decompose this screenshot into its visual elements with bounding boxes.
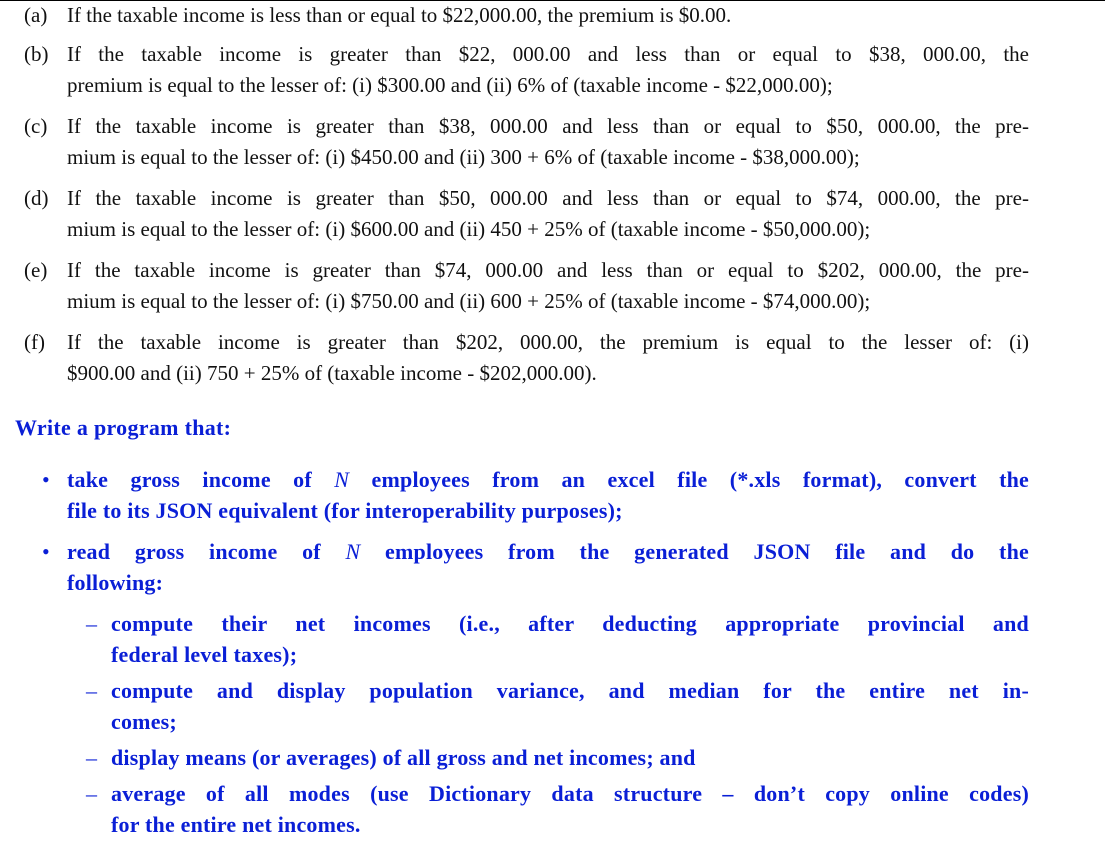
condition-label: (d) xyxy=(24,186,49,210)
sub-line: display means (or averages) of all gross and net incomes; and xyxy=(111,745,696,770)
sub-text xyxy=(111,742,1029,773)
sub-line: compute their net incomes (i.e., after deducting appropriate provincial and xyxy=(111,611,1029,636)
condition-label: (f) xyxy=(24,330,45,354)
condition-line: If the taxable income is greater than $202, 000.00, the premium is equal to the lesser of: (i) xyxy=(67,330,1029,354)
sub-line: federal level taxes); xyxy=(111,642,298,667)
bullet-line xyxy=(67,536,1029,567)
condition-text xyxy=(67,0,1029,31)
condition-line: If the taxable income is less than or equal to $22,000.00, the premium is $0.00. xyxy=(67,3,732,27)
condition-line: mium is equal to the lesser of: (i) $600.00 and (ii) 450 + 25% of (taxable income - $50,000.00); xyxy=(67,217,871,241)
condition-label: (b) xyxy=(24,42,49,66)
sub-line: for the entire net incomes. xyxy=(111,812,361,837)
dash-mark: – xyxy=(86,781,97,806)
bullet-text xyxy=(67,536,1029,598)
sub-text xyxy=(111,778,1029,840)
bullet-line-part: employees from an excel file (*.xls format), convert the xyxy=(349,467,1029,492)
bullet-line: following: xyxy=(67,570,164,595)
condition-label: (e) xyxy=(24,258,48,282)
condition-line: If the taxable income is greater than $38, 000.00 and less than or equal to $50, 000.00, the pre- xyxy=(67,114,1029,138)
condition-label: (a) xyxy=(24,3,48,27)
condition-label: (c) xyxy=(24,114,48,138)
condition-line: If the taxable income is greater than $74, 000.00 and less than or equal to $202, 000.00, the pre- xyxy=(67,258,1029,282)
bullet-line-part: employees from the generated JSON file and do the xyxy=(360,539,1029,564)
bullet-mark: • xyxy=(42,539,50,564)
sub-line: comes; xyxy=(111,709,177,734)
condition-line: mium is equal to the lesser of: (i) $750.00 and (ii) 600 + 25% of (taxable income - $74,000.00); xyxy=(67,289,871,313)
condition-line: If the taxable income is greater than $50, 000.00 and less than or equal to $74, 000.00, the pre- xyxy=(67,186,1029,210)
condition-line: If the taxable income is greater than $22, 000.00 and less than or equal to $38, 000.00, the xyxy=(67,42,1029,66)
bullet-line xyxy=(67,464,1029,495)
variable-n: N xyxy=(334,467,350,492)
dash-mark: – xyxy=(86,745,97,770)
condition-text xyxy=(67,111,1029,173)
sub-line: compute and display population variance, and median for the entire net in- xyxy=(111,678,1029,703)
condition-line: mium is equal to the lesser of: (i) $450.00 and (ii) 300 + 6% of (taxable income - $38,000.00); xyxy=(67,145,860,169)
bullet-line-part: take gross income of xyxy=(67,467,335,492)
dash-mark: – xyxy=(86,611,97,636)
bullet-line-part: read gross income of xyxy=(67,539,346,564)
sub-line: average of all modes (use Dictionary data structure – don’t copy online codes) xyxy=(111,781,1029,806)
condition-line: premium is equal to the lesser of: (i) $300.00 and (ii) 6% of (taxable income - $22,000.00); xyxy=(67,73,833,97)
condition-text xyxy=(67,39,1029,101)
bullet-text xyxy=(67,464,1029,526)
condition-text xyxy=(67,327,1029,389)
variable-n: N xyxy=(345,539,361,564)
condition-text xyxy=(67,183,1029,245)
bullet-mark: • xyxy=(42,467,50,492)
sub-text xyxy=(111,608,1029,670)
dash-mark: – xyxy=(86,678,97,703)
bullet-line: file to its JSON equivalent (for interoperability purposes); xyxy=(67,498,623,523)
program-prompt: Write a program that: xyxy=(15,415,232,440)
sub-text xyxy=(111,675,1029,737)
condition-line: $900.00 and (ii) 750 + 25% of (taxable income - $202,000.00). xyxy=(67,361,597,385)
condition-text xyxy=(67,255,1029,317)
